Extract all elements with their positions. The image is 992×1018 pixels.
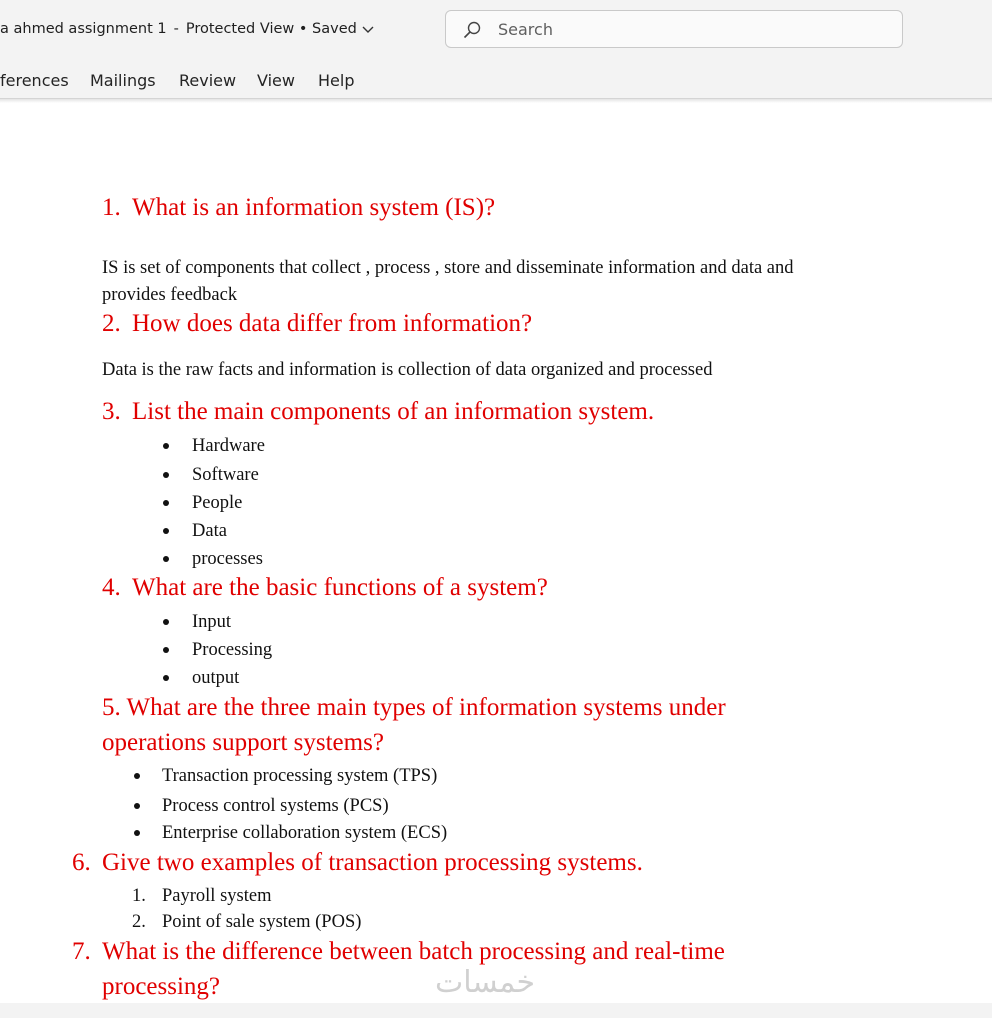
list-item: People — [192, 493, 243, 513]
question-5-line-2: operations support systems? — [102, 729, 384, 756]
title-dot: • — [298, 21, 308, 37]
question-3 — [102, 398, 654, 426]
title-separator: - — [173, 21, 179, 37]
tab-mailings[interactable]: Mailings — [90, 71, 156, 90]
list-item: Data — [192, 521, 227, 541]
question-number: 4. — [102, 574, 121, 601]
status-bar — [0, 1003, 992, 1018]
ribbon-tabs — [0, 60, 992, 99]
bullet — [163, 675, 169, 681]
list-item: output — [192, 668, 240, 688]
list-item: processes — [192, 549, 263, 569]
answer-2: Data is the raw facts and information is collection of data organized and processed — [102, 360, 713, 380]
question-text: What is the difference between batch processing and real-time — [102, 938, 725, 965]
watermark: خمسات — [435, 965, 536, 1000]
question-1 — [102, 194, 495, 222]
document-name: a ahmed assignment 1 — [0, 21, 167, 37]
bullet — [134, 773, 140, 779]
item-text: Payroll system — [162, 886, 272, 906]
question-7-line-2: processing? — [102, 973, 221, 1000]
bullet — [163, 472, 169, 478]
list-item: Enterprise collaboration system (ECS) — [162, 823, 448, 843]
search-placeholder: Search — [498, 20, 553, 39]
list-item: Hardware — [192, 436, 265, 456]
save-status-label: Saved — [312, 21, 357, 37]
item-text: Point of sale system (POS) — [162, 912, 362, 932]
question-number: 6. — [72, 849, 91, 876]
search-icon — [462, 20, 482, 45]
numbered-list-item — [132, 912, 361, 933]
question-7 — [72, 938, 725, 966]
title-bar — [0, 0, 992, 60]
view-mode-label: Protected View — [185, 21, 295, 37]
question-number: 2. — [102, 310, 121, 337]
list-item: Process control systems (PCS) — [162, 796, 389, 816]
question-4 — [102, 574, 548, 602]
item-number: 1. — [132, 886, 146, 906]
bullet — [134, 803, 140, 809]
tab-view[interactable]: View — [257, 71, 295, 90]
list-item: Transaction processing system (TPS) — [162, 766, 438, 786]
question-2 — [102, 310, 532, 338]
bullet — [163, 528, 169, 534]
tab-review[interactable]: Review — [179, 71, 237, 90]
question-text: List the main components of an information system. — [132, 398, 655, 425]
bullet — [163, 647, 169, 653]
tab-help[interactable]: Help — [318, 71, 355, 90]
bullet — [163, 443, 169, 449]
bullet — [134, 830, 140, 836]
question-text: Give two examples of transaction processing systems. — [102, 849, 643, 876]
chevron-down-icon[interactable] — [362, 22, 374, 38]
question-text: What is an information system (IS)? — [132, 194, 496, 221]
numbered-list-item — [132, 886, 271, 907]
question-5-line-1: 5. What are the three main types of information systems under — [102, 694, 726, 721]
question-number: 7. — [72, 938, 91, 965]
document-title[interactable] — [0, 21, 374, 38]
list-item: Processing — [192, 640, 273, 660]
question-number: 1. — [102, 194, 121, 221]
question-number: 3. — [102, 398, 121, 425]
tab-references[interactable]: ferences — [0, 71, 69, 90]
search-box[interactable] — [445, 10, 903, 48]
question-text: What are the basic functions of a system? — [132, 574, 548, 601]
question-6 — [72, 849, 643, 877]
bullet — [163, 556, 169, 562]
question-text: How does data differ from information? — [132, 310, 533, 337]
answer-1-line-1: IS is set of components that collect , process , store and disseminate information and data and — [102, 258, 794, 278]
item-number: 2. — [132, 912, 146, 932]
list-item: Input — [192, 612, 232, 632]
answer-1-line-2: provides feedback — [102, 285, 238, 305]
bullet — [163, 500, 169, 506]
bullet — [163, 619, 169, 625]
list-item: Software — [192, 465, 259, 485]
